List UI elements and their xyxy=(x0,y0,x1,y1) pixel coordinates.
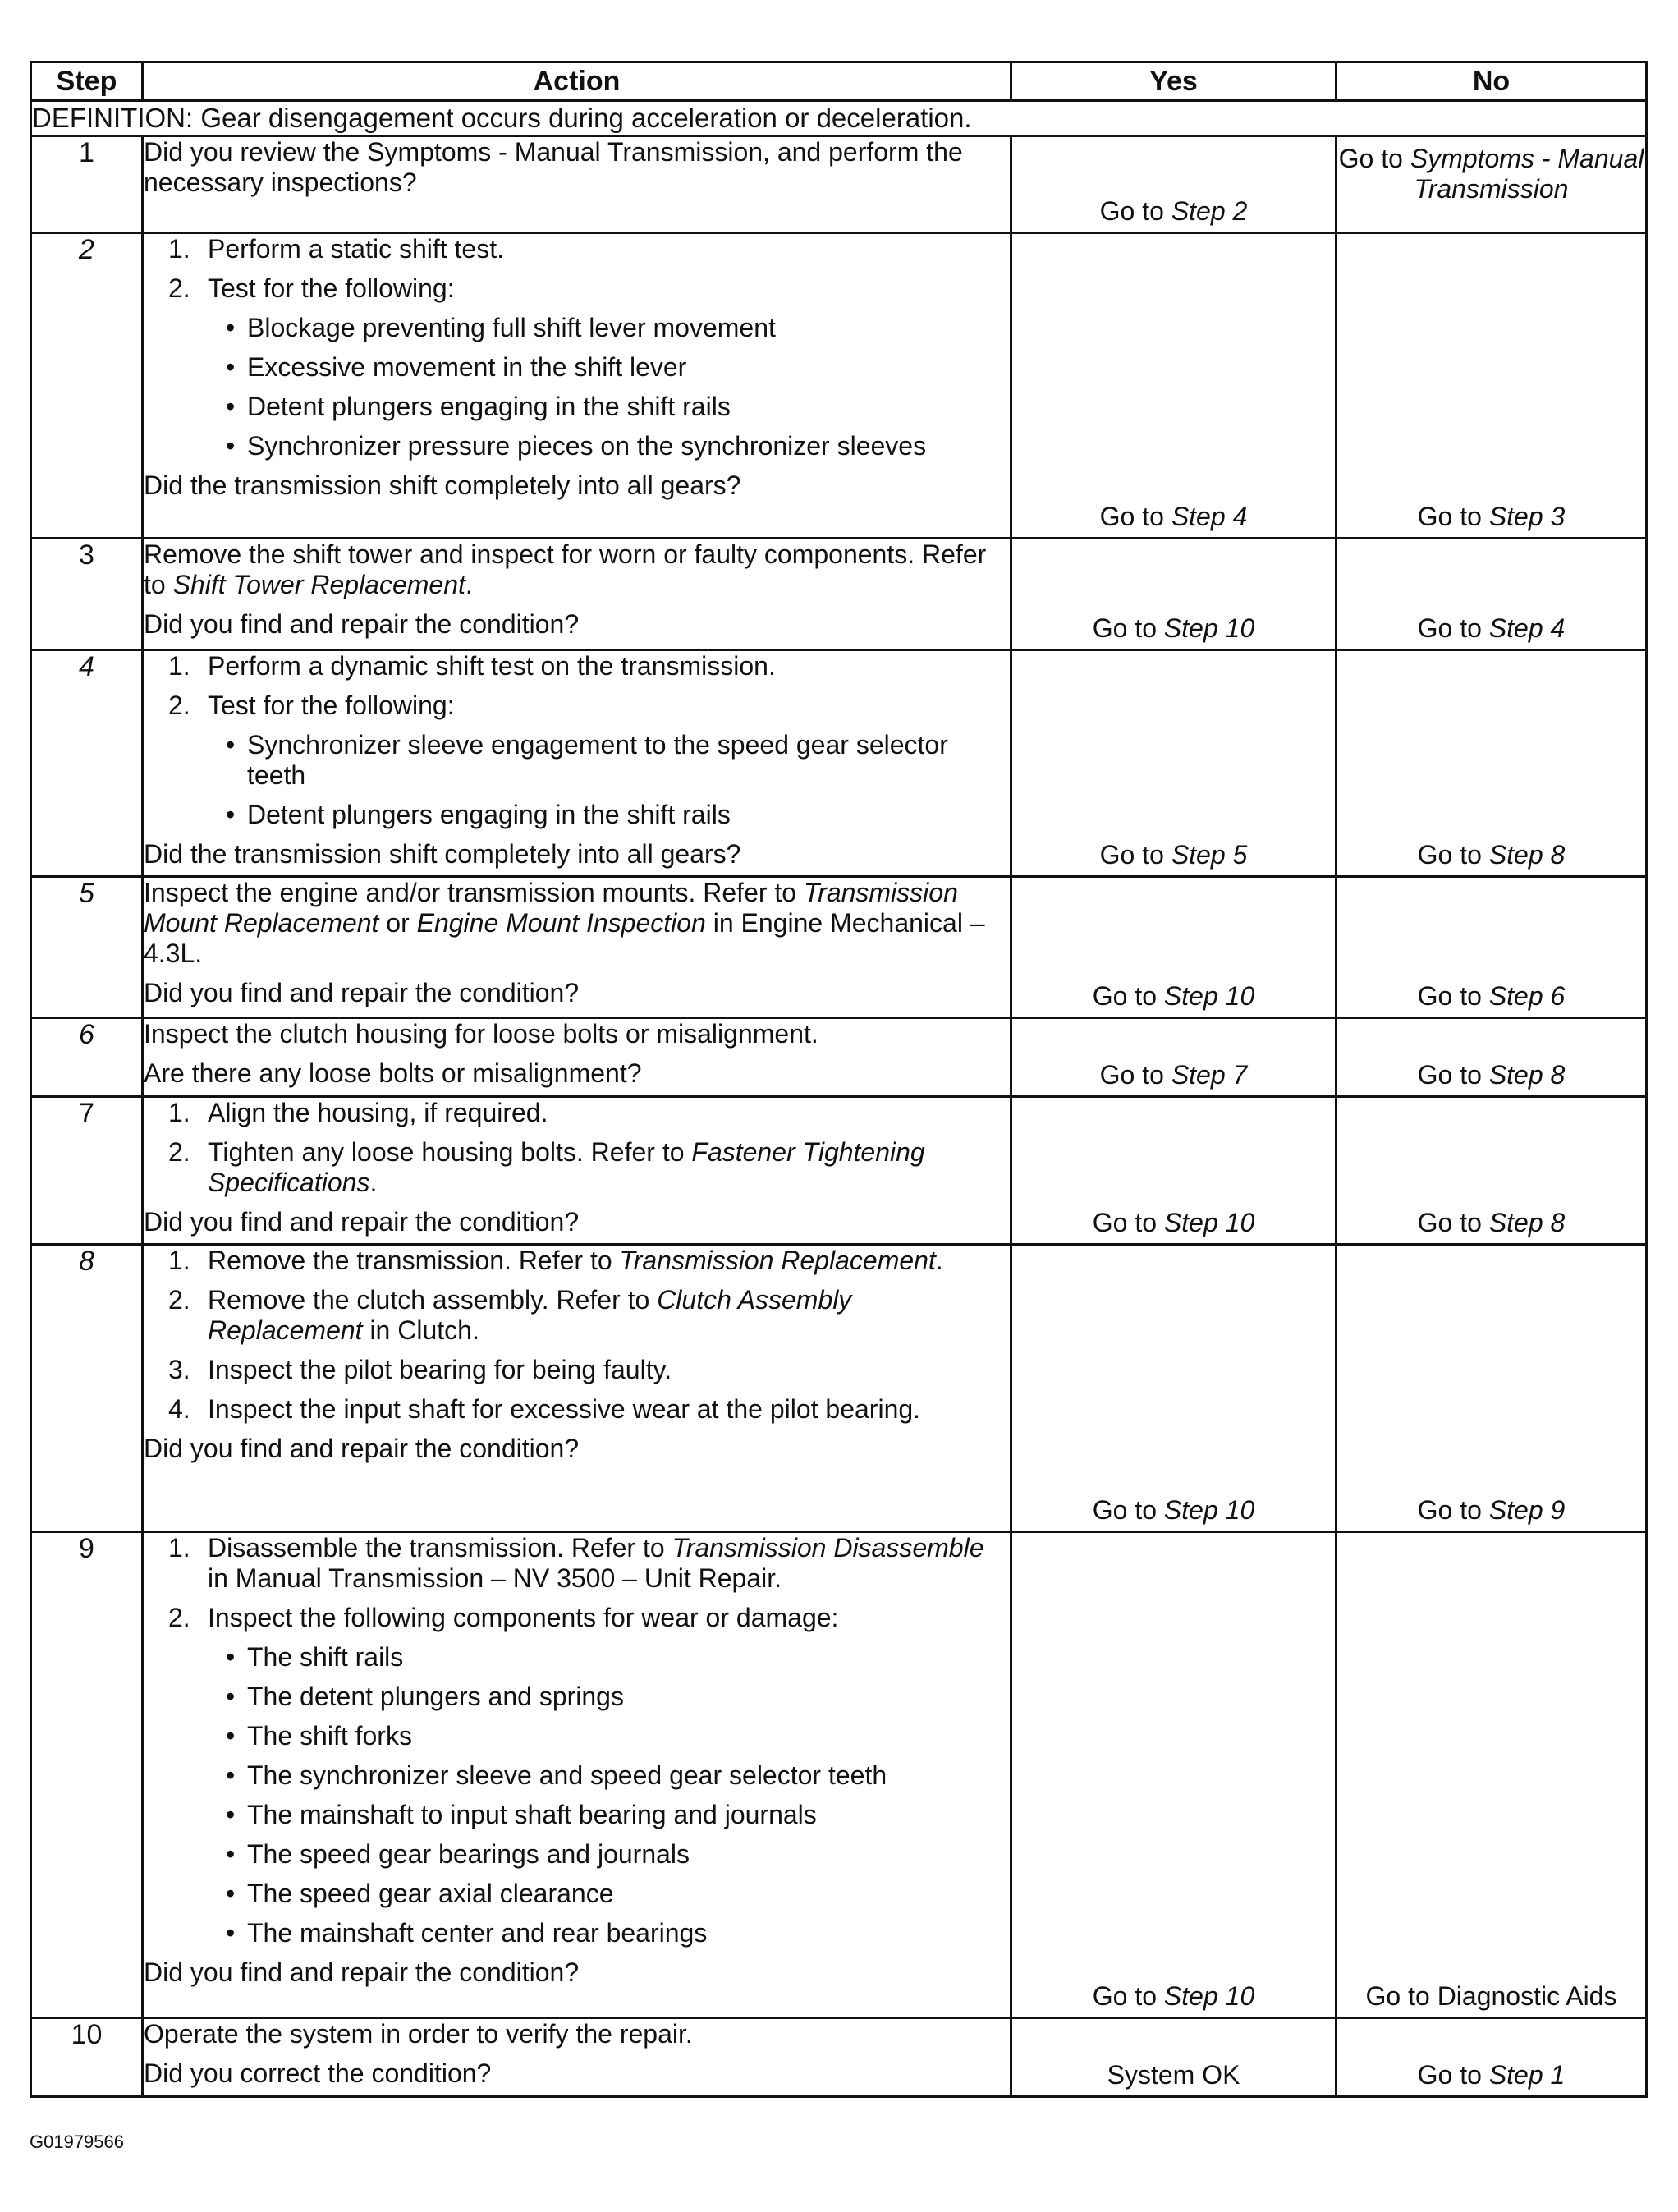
action-cell xyxy=(143,233,1011,539)
yes-result: Go to Step 10 xyxy=(1092,1495,1255,1525)
yes-cell xyxy=(1011,1532,1336,2018)
no-cell xyxy=(1336,2018,1647,2097)
no-cell xyxy=(1336,1245,1647,1532)
yes-result: Go to Step 4 xyxy=(1099,502,1248,531)
yes-cell xyxy=(1011,1245,1336,1532)
procedure-reference: Clutch Assembly Replacement xyxy=(208,1285,852,1345)
yes-cell xyxy=(1011,539,1336,650)
bullet-item: • The mainshaft to input shaft bearing and journals xyxy=(226,1800,817,1829)
no-cell xyxy=(1336,136,1647,233)
yes-result: Go to Step 5 xyxy=(1099,840,1248,870)
step-reference: Step 4 xyxy=(1488,613,1566,643)
no-result: Go to Step 1 xyxy=(1417,2060,1566,2090)
bullet-icon: • xyxy=(226,313,236,342)
procedure-list xyxy=(144,234,1010,461)
bullet-icon: • xyxy=(226,1682,236,1711)
question-text: Did you find and repair the condition? xyxy=(144,1957,580,1987)
procedure-item: 2. Inspect the following components for wear or damage: • The shift rails • The detent plungers and springs • The shift forks • The synchronizer sleeve and speed gear selector teeth • The mainshaft to input shaft bearing and journals • The speed gear bearings and journals • The speed gear axial clearance • The mainshaft center and rear bearings xyxy=(144,1603,1010,1948)
definition-text: DEFINITION: Gear disengagement occurs during acceleration or deceleration. xyxy=(31,101,1647,136)
no-result: Go to Diagnostic Aids xyxy=(1365,1981,1617,2011)
action-cell xyxy=(143,2018,1011,2097)
procedure-list xyxy=(144,1533,1010,1948)
yes-result: System OK xyxy=(1107,2060,1240,2090)
no-result: Go to Symptoms - Manual Transmission xyxy=(1338,144,1644,204)
header-row xyxy=(31,62,1647,101)
bullet-item: • The shift rails xyxy=(226,1642,404,1672)
step-number: 3 xyxy=(31,539,143,650)
yes-cell xyxy=(1011,877,1336,1018)
table-row xyxy=(31,1532,1647,2018)
step-reference: Step 6 xyxy=(1488,981,1566,1011)
yes-cell xyxy=(1011,136,1336,233)
bullet-item: • The shift forks xyxy=(226,1721,412,1751)
step-number: 2 xyxy=(31,233,143,539)
no-cell xyxy=(1336,650,1647,877)
table-row xyxy=(31,1245,1647,1532)
question-text: Did you find and repair the condition? xyxy=(144,1207,580,1237)
action-cell xyxy=(143,1245,1011,1532)
step-reference: Step 9 xyxy=(1488,1495,1566,1525)
yes-result: Go to Step 10 xyxy=(1092,613,1255,643)
procedure-reference: Transmission Mount Replacement xyxy=(144,878,958,938)
bullet-icon: • xyxy=(226,1721,236,1751)
step-reference: Step 2 xyxy=(1171,196,1248,226)
question-text: Did you find and repair the condition? xyxy=(144,1434,580,1463)
no-result: Go to Step 8 xyxy=(1417,840,1566,870)
question-text: Did you review the Symptoms - Manual Transmission, and perform the necessary inspections? xyxy=(144,137,963,197)
action-cell xyxy=(143,1532,1011,2018)
bullet-icon: • xyxy=(226,1839,236,1869)
bullet-icon: • xyxy=(226,352,236,382)
action-cell xyxy=(143,1018,1011,1097)
no-cell xyxy=(1336,539,1647,650)
yes-cell xyxy=(1011,1018,1336,1097)
procedure-item: 1. Align the housing, if required. xyxy=(168,1098,548,1127)
question-text: Are there any loose bolts or misalignment? xyxy=(144,1058,642,1088)
step-reference: Step 8 xyxy=(1488,1060,1566,1090)
step-reference: Step 10 xyxy=(1163,1208,1255,1237)
procedure-item: 2. Remove the clutch assembly. Refer to Clutch Assembly Replacement in Clutch. xyxy=(168,1285,852,1345)
bullet-icon: • xyxy=(226,431,236,461)
no-result: Go to Step 8 xyxy=(1417,1208,1566,1237)
figure-id: G01979566 xyxy=(30,2132,124,2152)
bullet-item: • The mainshaft center and rear bearings xyxy=(226,1918,708,1948)
action-cell xyxy=(143,136,1011,233)
procedure-item: 2. Test for the following: • Synchronizer sleeve engagement to the speed gear selector teeth • Detent plungers engaging in the shift rails xyxy=(144,691,1010,830)
table-row xyxy=(31,650,1647,877)
instruction-text: Inspect the clutch housing for loose bolts or misalignment. xyxy=(144,1019,818,1049)
procedure-list xyxy=(144,1098,1010,1198)
step-number: 1 xyxy=(31,136,143,233)
step-reference: Step 8 xyxy=(1488,840,1566,870)
step-reference: Step 4 xyxy=(1171,502,1248,531)
step-reference: Step 1 xyxy=(1488,2060,1566,2090)
step-number: 8 xyxy=(31,1245,143,1532)
procedure-list xyxy=(144,651,1010,830)
yes-result: Go to Step 10 xyxy=(1092,1981,1255,2011)
bullet-list xyxy=(208,313,1010,461)
step-number: 7 xyxy=(31,1097,143,1245)
no-cell xyxy=(1336,233,1647,539)
procedure-item: 2. Test for the following: • Blockage preventing full shift lever movement • Excessive movement in the shift lever • Detent plungers engaging in the shift rails • Synchronizer pressure pieces on the synchronizer sleeves xyxy=(144,273,1010,461)
yes-cell xyxy=(1011,233,1336,539)
action-cell xyxy=(143,1097,1011,1245)
table-row xyxy=(31,233,1647,539)
header-no: No xyxy=(1336,62,1647,101)
procedure-item: 1. Perform a static shift test. xyxy=(168,234,504,264)
step-reference: Step 10 xyxy=(1163,1495,1255,1525)
question-text: Did you find and repair the condition? xyxy=(144,978,580,1007)
bullet-list xyxy=(208,1642,1010,1948)
step-reference: Step 3 xyxy=(1488,502,1566,531)
action-cell xyxy=(143,877,1011,1018)
header-action: Action xyxy=(143,62,1011,101)
bullet-item: • The speed gear bearings and journals xyxy=(226,1839,690,1869)
table-row xyxy=(31,877,1647,1018)
procedure-reference: Fastener Tightening Specifications xyxy=(208,1137,925,1197)
procedure-item: 4. Inspect the input shaft for excessive wear at the pilot bearing. xyxy=(168,1394,921,1424)
no-cell xyxy=(1336,877,1647,1018)
bullet-icon: • xyxy=(226,1879,236,1908)
question-text: Did the transmission shift completely into all gears? xyxy=(144,839,741,869)
procedure-reference: Engine Mount Inspection xyxy=(416,908,706,938)
no-result: Go to Step 8 xyxy=(1417,1060,1566,1090)
step-reference: Step 8 xyxy=(1488,1208,1566,1237)
action-cell xyxy=(143,539,1011,650)
no-result: Go to Step 6 xyxy=(1417,981,1566,1011)
no-result: Go to Step 4 xyxy=(1417,613,1566,643)
no-result: Go to Step 3 xyxy=(1417,502,1566,531)
step-reference: Step 10 xyxy=(1163,613,1255,643)
step-reference: Step 10 xyxy=(1163,981,1255,1011)
yes-cell xyxy=(1011,1097,1336,1245)
procedure-item: 1. Remove the transmission. Refer to Transmission Replacement. xyxy=(168,1246,943,1275)
table-row xyxy=(31,1097,1647,1245)
question-text: Did you correct the condition? xyxy=(144,2058,492,2088)
diagnostic-table xyxy=(30,61,1648,2098)
bullet-icon: • xyxy=(226,1800,236,1829)
instruction-text: Inspect the engine and/or transmission mounts. Refer to Transmission Mount Replacement or Engine Mount Inspection in Engine Mechanical – 4.3L. xyxy=(144,878,985,968)
bullet-icon: • xyxy=(226,392,236,421)
table-row xyxy=(31,1018,1647,1097)
step-number: 10 xyxy=(31,2018,143,2097)
diagnostic-table-container xyxy=(30,61,1645,2098)
no-cell xyxy=(1336,1097,1647,1245)
bullet-list xyxy=(208,730,1010,830)
table-row xyxy=(31,2018,1647,2097)
bullet-icon: • xyxy=(226,1760,236,1790)
bullet-item: • Excessive movement in the shift lever xyxy=(226,352,687,382)
action-cell xyxy=(143,650,1011,877)
definition-row xyxy=(31,101,1647,136)
question-text: Did you find and repair the condition? xyxy=(144,609,580,639)
step-number: 4 xyxy=(31,650,143,877)
procedure-item: 2. Tighten any loose housing bolts. Refer to Fastener Tightening Specifications. xyxy=(168,1137,925,1197)
header-yes: Yes xyxy=(1011,62,1336,101)
step-reference: Step 5 xyxy=(1171,840,1248,870)
procedure-list xyxy=(144,1246,1010,1425)
table-row xyxy=(31,136,1647,233)
no-cell xyxy=(1336,1532,1647,2018)
bullet-icon: • xyxy=(226,1642,236,1672)
yes-result: Go to Step 10 xyxy=(1092,1208,1255,1237)
procedure-reference: Transmission Replacement xyxy=(619,1246,936,1275)
step-number: 5 xyxy=(31,877,143,1018)
bullet-icon: • xyxy=(226,1918,236,1948)
bullet-item: • Synchronizer sleeve engagement to the speed gear selector teeth xyxy=(226,730,948,790)
step-number: 6 xyxy=(31,1018,143,1097)
bullet-icon: • xyxy=(226,800,236,829)
yes-result: Go to Step 10 xyxy=(1092,981,1255,1011)
bullet-item: • Detent plungers engaging in the shift rails xyxy=(226,392,731,421)
step-reference: Step 7 xyxy=(1171,1060,1248,1090)
no-result: Go to Step 9 xyxy=(1417,1495,1566,1525)
yes-result: Go to Step 7 xyxy=(1099,1060,1248,1090)
procedure-item: 1. Disassemble the transmission. Refer to Transmission Disassemble in Manual Transmission – NV 3500 – Unit Repair. xyxy=(168,1533,984,1593)
yes-cell xyxy=(1011,650,1336,877)
step-reference: Step 10 xyxy=(1163,1981,1255,2011)
table-row xyxy=(31,539,1647,650)
bullet-icon: • xyxy=(226,730,236,760)
bullet-item: • The speed gear axial clearance xyxy=(226,1879,614,1908)
procedure-reference: Transmission Disassemble xyxy=(672,1533,984,1563)
instruction-text: Operate the system in order to verify the repair. xyxy=(144,2019,693,2049)
bullet-item: • Blockage preventing full shift lever movement xyxy=(226,313,776,342)
step-number: 9 xyxy=(31,1532,143,2018)
no-cell xyxy=(1336,1018,1647,1097)
bullet-item: • Synchronizer pressure pieces on the synchronizer sleeves xyxy=(226,431,927,461)
symptoms-reference: Symptoms - Manual Transmission xyxy=(1410,144,1644,204)
bullet-item: • The synchronizer sleeve and speed gear selector teeth xyxy=(226,1760,887,1790)
yes-cell xyxy=(1011,2018,1336,2097)
procedure-item: 3. Inspect the pilot bearing for being faulty. xyxy=(168,1355,672,1384)
bullet-item: • Detent plungers engaging in the shift rails xyxy=(226,800,731,829)
procedure-reference: Shift Tower Replacement xyxy=(172,570,465,599)
bullet-item: • The detent plungers and springs xyxy=(226,1682,624,1711)
instruction-text: Remove the shift tower and inspect for worn or faulty components. Refer to Shift Tower Replacement. xyxy=(144,539,987,599)
question-text: Did the transmission shift completely into all gears? xyxy=(144,470,741,500)
procedure-item: 1. Perform a dynamic shift test on the transmission. xyxy=(168,651,776,681)
header-step: Step xyxy=(31,62,143,101)
yes-result: Go to Step 2 xyxy=(1099,196,1248,226)
